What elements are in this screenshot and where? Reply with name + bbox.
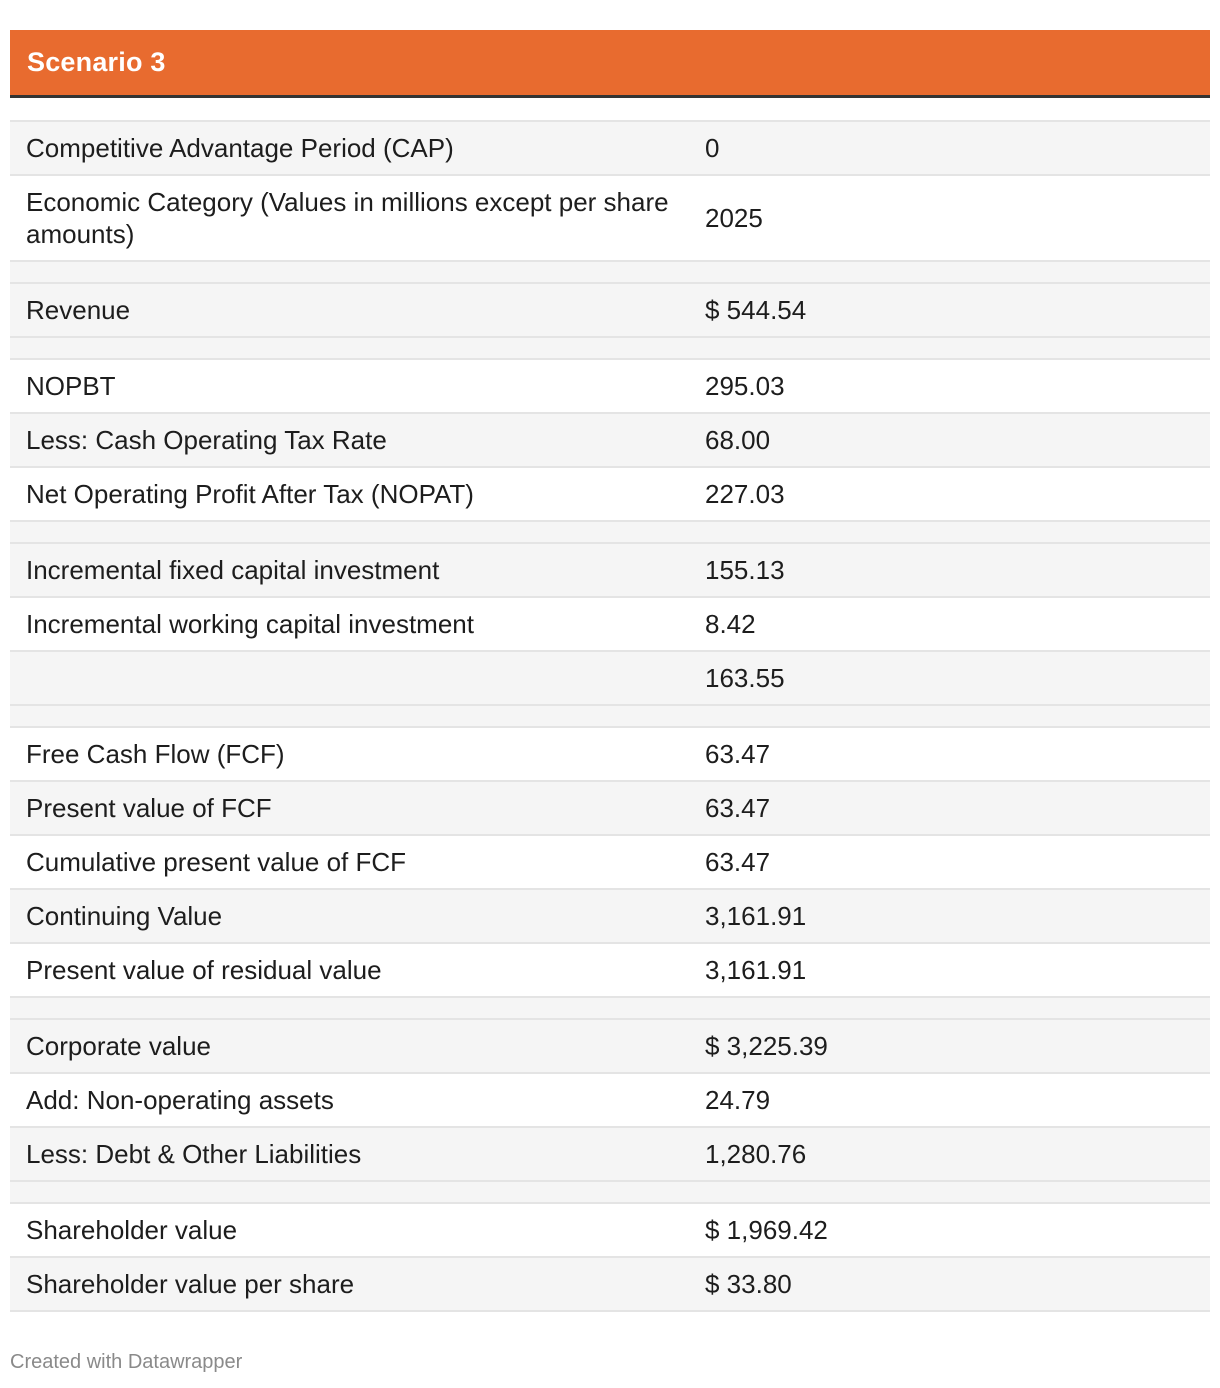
table-row (10, 176, 1210, 262)
row-value: 1,280.76 (705, 1139, 807, 1169)
row-value: $ 33.80 (705, 1269, 792, 1299)
row-value: 68.00 (705, 425, 771, 455)
table-row (10, 544, 1210, 598)
row-value: 3,161.91 (705, 901, 807, 931)
row-label: NOPBT (26, 371, 116, 401)
row-value: 155.13 (705, 555, 785, 585)
table-row (10, 782, 1210, 836)
table-title: Scenario 3 (27, 47, 166, 77)
row-label: Less: Cash Operating Tax Rate (26, 425, 387, 455)
table-row (10, 360, 1210, 414)
row-value: 3,161.91 (705, 955, 807, 985)
row-value: 227.03 (705, 479, 785, 509)
table-row (10, 652, 1210, 706)
table-row (10, 122, 1210, 176)
row-label: Cumulative present value of FCF (26, 847, 407, 877)
row-value: 63.47 (705, 847, 771, 877)
row-value: 63.47 (705, 793, 771, 823)
table-row (10, 1074, 1210, 1128)
table-row (10, 1128, 1210, 1182)
table-row (10, 1204, 1210, 1258)
row-label: Continuing Value (26, 901, 223, 931)
footer-credit: Created with Datawrapper (10, 1351, 243, 1373)
row-label: Economic Category (Values in millions except per share amounts) (26, 187, 669, 249)
table-spacer-row (10, 998, 1210, 1020)
table-body (10, 120, 1210, 1312)
table-row (10, 1020, 1210, 1074)
row-label: Competitive Advantage Period (CAP) (26, 133, 454, 163)
row-value: 8.42 (705, 609, 756, 639)
row-value: 295.03 (705, 371, 785, 401)
row-label: Present value of residual value (26, 955, 382, 985)
table-row (10, 836, 1210, 890)
table-spacer-row (10, 706, 1210, 728)
table-row (10, 728, 1210, 782)
table-header (10, 30, 1210, 98)
table-container (10, 30, 1210, 1312)
row-value: 24.79 (705, 1085, 771, 1115)
row-label: Present value of FCF (26, 793, 272, 823)
row-label: Net Operating Profit After Tax (NOPAT) (26, 479, 474, 509)
row-value: 63.47 (705, 739, 771, 769)
row-label: Shareholder value (26, 1215, 238, 1245)
row-label: Add: Non-operating assets (26, 1085, 334, 1115)
table-spacer-row (10, 262, 1210, 284)
table-spacer-row (10, 1182, 1210, 1204)
table-row (10, 284, 1210, 338)
row-label: Corporate value (26, 1031, 211, 1061)
table-row (10, 468, 1210, 522)
table-row (10, 890, 1210, 944)
row-value: $ 544.54 (705, 295, 807, 325)
row-value: 2025 (705, 203, 763, 233)
row-value: 0 (705, 133, 720, 163)
table-row (10, 1258, 1210, 1312)
table-row (10, 414, 1210, 468)
table-row (10, 598, 1210, 652)
row-label: Incremental fixed capital investment (26, 555, 440, 585)
table-spacer-row (10, 338, 1210, 360)
row-label: Shareholder value per share (26, 1269, 355, 1299)
table-row (10, 944, 1210, 998)
table-spacer-row (10, 522, 1210, 544)
row-value: $ 1,969.42 (705, 1215, 828, 1245)
row-label: Less: Debt & Other Liabilities (26, 1139, 362, 1169)
row-label: Free Cash Flow (FCF) (26, 739, 285, 769)
row-value: 163.55 (705, 663, 785, 693)
row-label: Revenue (26, 295, 131, 325)
row-value: $ 3,225.39 (705, 1031, 828, 1061)
row-label: Incremental working capital investment (26, 609, 474, 639)
